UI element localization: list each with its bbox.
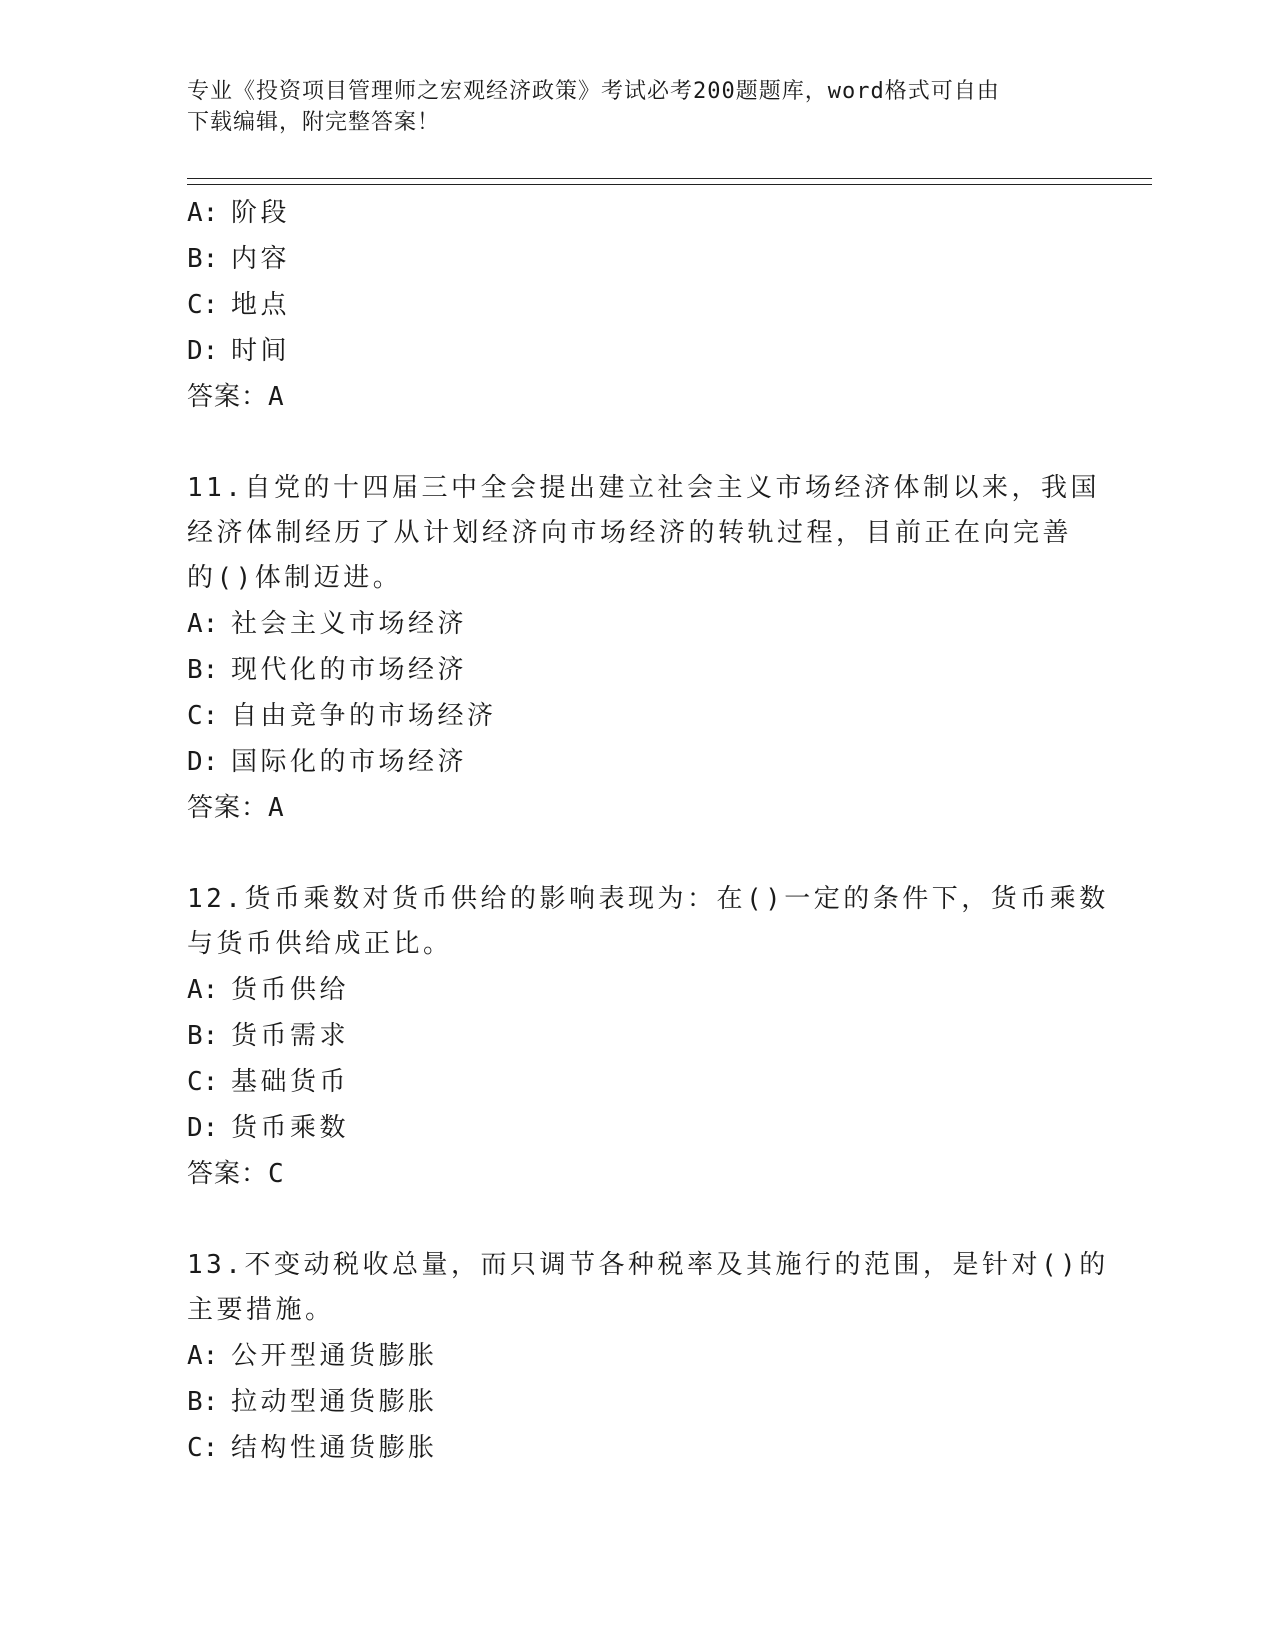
question-13 — [187, 1243, 1109, 1471]
header-line-2: 下载编辑，附完整答案！ — [187, 110, 441, 135]
option-a: A: 社会主义市场经济 — [187, 609, 468, 639]
question-text-line: 主要措施。 — [187, 1295, 335, 1325]
answer: 答案：C — [187, 1159, 285, 1189]
question-text-line: 11.自党的十四届三中全会提出建立社会主义市场经济体制以来，我国 — [187, 473, 1100, 503]
option-b: B: 现代化的市场经济 — [187, 655, 468, 685]
option-d: D: 时间 — [187, 336, 291, 366]
question-12 — [187, 877, 1109, 1197]
option-c: C: 结构性通货膨胀 — [187, 1433, 438, 1463]
question-list — [187, 190, 1109, 1471]
question-text-line: 经济体制经历了从计划经济向市场经济的转轨过程，目前正在向完善 — [187, 518, 1073, 548]
question-text-line: 13.不变动税收总量，而只调节各种税率及其施行的范围，是针对()的 — [187, 1250, 1109, 1280]
question-11 — [187, 466, 1100, 831]
document-header — [187, 76, 1087, 138]
option-c: C: 自由竞争的市场经济 — [187, 701, 497, 731]
option-d: D: 国际化的市场经济 — [187, 747, 468, 777]
option-a: A: 公开型通货膨胀 — [187, 1341, 438, 1371]
answer: 答案：A — [187, 793, 285, 823]
question-text-line: 的()体制迈进。 — [187, 563, 403, 593]
option-b: B: 内容 — [187, 244, 291, 274]
option-b: B: 货币需求 — [187, 1021, 350, 1051]
option-a: A: 货币供给 — [187, 975, 350, 1005]
answer: 答案：A — [187, 382, 285, 412]
question-text-line: 与货币供给成正比。 — [187, 929, 453, 959]
header-divider — [187, 178, 1152, 185]
option-c: C: 基础货币 — [187, 1067, 350, 1097]
option-b: B: 拉动型通货膨胀 — [187, 1387, 438, 1417]
header-line-1: 专业《投资项目管理师之宏观经济政策》考试必考200题题库，word格式可自由 — [187, 79, 1000, 104]
option-d: D: 货币乘数 — [187, 1113, 350, 1143]
option-a: A: 阶段 — [187, 198, 291, 228]
question-10 — [187, 190, 1087, 420]
option-c: C: 地点 — [187, 290, 291, 320]
question-text-line: 12.货币乘数对货币供给的影响表现为：在()一定的条件下，货币乘数 — [187, 884, 1109, 914]
